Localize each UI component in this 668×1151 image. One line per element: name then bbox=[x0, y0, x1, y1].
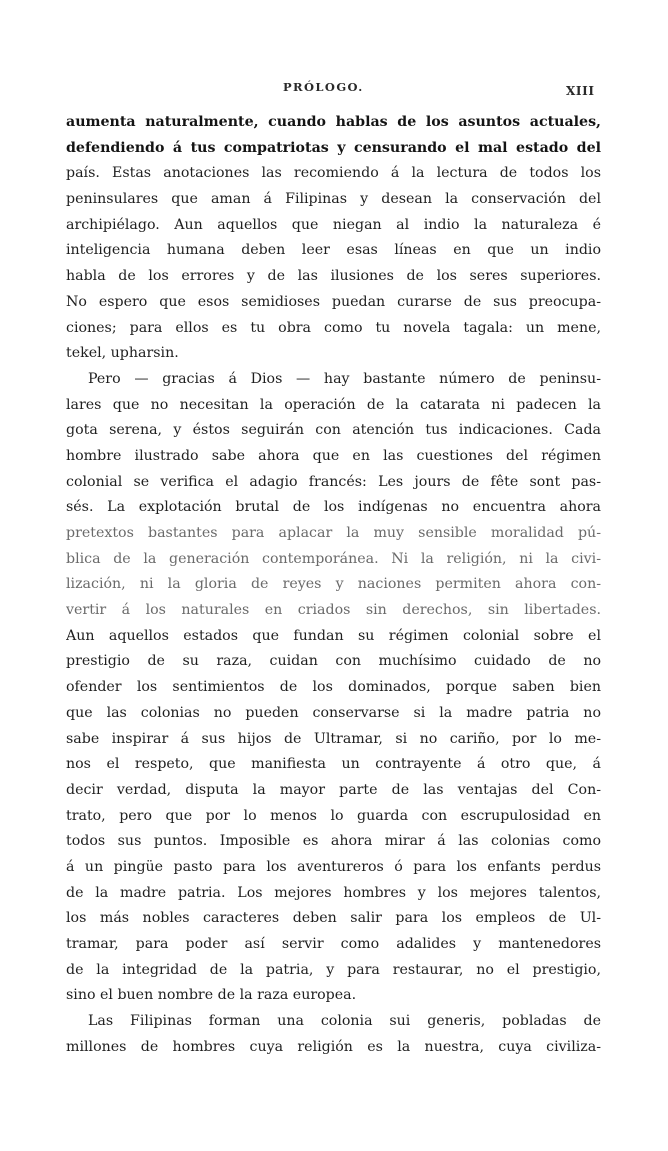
text-line: sino el buen nombre de la raza europea. bbox=[66, 987, 357, 1004]
page-number: XIII bbox=[566, 84, 595, 98]
text-line: lización, ni la gloria de reyes y naciones permiten ahora con- bbox=[66, 576, 601, 593]
text-line: gota serena, y éstos seguirán con atención tus indicaciones. Cada bbox=[66, 422, 601, 439]
text-line: de la madre patria. Los mejores hombres y los mejores talentos, bbox=[66, 884, 601, 901]
text-line: trato, pero que por lo menos lo guarda con escrupulosidad en bbox=[66, 807, 601, 824]
running-title: PRÓLOGO. bbox=[283, 80, 364, 94]
text-line: tramar, para poder así servir como adalides y mantenedores bbox=[66, 936, 601, 952]
text-line: ofender los sentimientos de los dominados, porque saben bien bbox=[66, 679, 601, 696]
text-line: pretextos bastantes para aplacar la muy sensible moralidad pú- bbox=[66, 525, 601, 541]
text-line: decir verdad, disputa la mayor parte de las ventajas del Con- bbox=[66, 781, 601, 798]
text-line: nos el respeto, que manifiesta un contrayente á otro que, á bbox=[66, 756, 601, 773]
text-line: los más nobles caracteres deben salir para los empleos de Ul- bbox=[66, 910, 601, 927]
text-line: No espero que esos semidioses puedan curarse de sus preocupa- bbox=[66, 293, 601, 310]
text-line: á un pingüe pasto para los aventureros ó para los enfants perdus bbox=[66, 858, 601, 875]
text-line: sés. La explotación brutal de los indígenas no encuentra ahora bbox=[66, 499, 601, 516]
text-line: defendiendo á tus compatriotas y censurando el mal estado del bbox=[66, 139, 601, 156]
text-line: inteligencia humana deben leer esas líneas en que un indio bbox=[66, 242, 601, 259]
body-text bbox=[66, 110, 601, 1060]
text-line: país. Estas anotaciones las recomiendo á la lectura de todos los bbox=[66, 165, 601, 182]
text-line: lares que no necesitan la operación de la catarata ni padecen la bbox=[66, 396, 601, 413]
text-line: Las Filipinas forman una colonia sui generis, pobladas de bbox=[88, 1013, 601, 1030]
text-line: blica de la generación contemporánea. Ni la religión, ni la civi- bbox=[66, 550, 601, 567]
text-line: aumenta naturalmente, cuando hablas de los asuntos actuales, bbox=[66, 114, 601, 130]
text-line: ciones; para ellos es tu obra como tu novela tagala: un mene, bbox=[66, 319, 601, 336]
text-line: vertir á los naturales en criados sin derechos, sin libertades. bbox=[66, 602, 601, 619]
text-line: peninsulares que aman á Filipinas y desean la conservación del bbox=[66, 191, 601, 208]
text-line: colonial se verifica el adagio francés: Les jours de fête sont pas- bbox=[66, 473, 601, 490]
text-line: todos sus puntos. Imposible es ahora mirar á las colonias como bbox=[66, 833, 601, 850]
text-line: de la integridad de la patria, y para restaurar, no el prestigio, bbox=[66, 961, 601, 978]
text-line: archipiélago. Aun aquellos que niegan al indio la naturaleza é bbox=[66, 216, 601, 233]
text-line: hombre ilustrado sabe ahora que en las cuestiones del régimen bbox=[66, 447, 601, 464]
text-line: que las colonias no pueden conservarse si la madre patria no bbox=[66, 704, 601, 721]
text-line: prestigio de su raza, cuidan con muchísimo cuidado de no bbox=[66, 653, 601, 670]
text-line: habla de los errores y de las ilusiones de los seres superiores. bbox=[66, 268, 601, 285]
text-line: tekel, upharsin. bbox=[66, 345, 179, 362]
text-line: sabe inspirar á sus hijos de Ultramar, si no cariño, por lo me- bbox=[66, 730, 601, 747]
text-line: Aun aquellos estados que fundan su régimen colonial sobre el bbox=[66, 627, 601, 644]
text-line: millones de hombres cuya religión es la nuestra, cuya civiliza- bbox=[66, 1038, 601, 1055]
text-line: Pero — gracias á Dios — hay bastante número de peninsu- bbox=[88, 370, 601, 387]
running-head bbox=[0, 80, 668, 100]
